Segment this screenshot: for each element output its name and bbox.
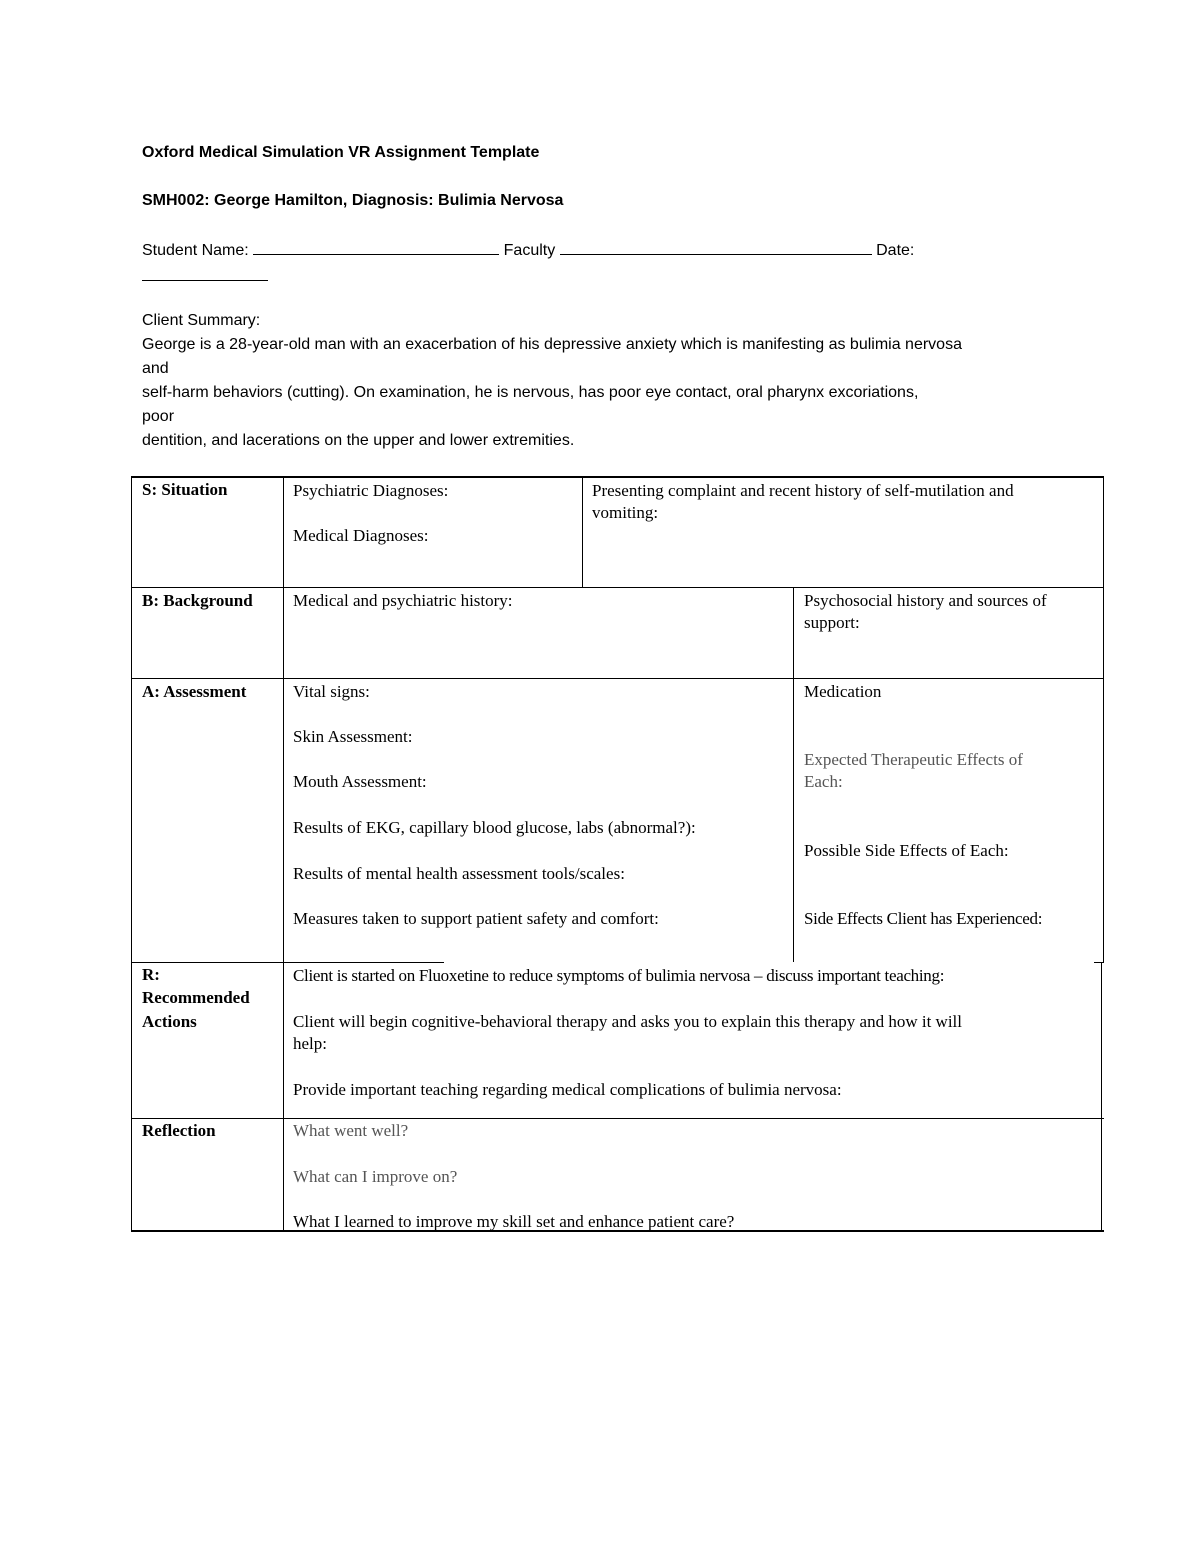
date-label: Date: [876, 242, 915, 259]
psychiatric-diagnoses-prompt[interactable]: Psychiatric Diagnoses: [293, 481, 449, 500]
reflection-label: Reflection [142, 1121, 216, 1140]
what-went-well-prompt[interactable]: What went well? [293, 1121, 409, 1140]
recommended-label: Actions [142, 1012, 197, 1031]
recommended-label: Recommended [142, 988, 250, 1007]
case-title: SMH002: George Hamilton, Diagnosis: Bulimia Nervosa [142, 192, 564, 209]
mouth-assessment-prompt[interactable]: Mouth Assessment: [293, 772, 427, 791]
vital-signs-prompt[interactable]: Vital signs: [293, 682, 370, 701]
expected-effects-prompt: Each: [804, 772, 843, 791]
student-name-label: Student Name: [142, 242, 249, 259]
student-info-line [142, 240, 914, 260]
presenting-complaint-prompt[interactable]: Presenting complaint and recent history of self-mutilation and [592, 481, 1014, 500]
date-field[interactable] [142, 280, 268, 281]
what-to-improve-prompt[interactable]: What can I improve on? [293, 1167, 458, 1186]
fluoxetine-teaching-prompt[interactable]: Client is started on Fluoxetine to reduce symptoms of bulimia nervosa – discuss important teaching: [293, 966, 945, 985]
presenting-complaint-prompt: vomiting: [592, 503, 659, 522]
summary-line: and [142, 360, 169, 377]
summary-line: dentition, and lacerations on the upper and lower extremities. [142, 432, 575, 449]
client-side-effects-prompt[interactable]: Side Effects Client has Experienced: [804, 909, 1043, 928]
row-divider [131, 1118, 1104, 1119]
column-divider [582, 476, 583, 587]
possible-side-effects-prompt[interactable]: Possible Side Effects of Each: [804, 841, 1009, 860]
summary-line: George is a 28-year-old man with an exacerbation of his depressive anxiety which is manifesting as bulimia nervosa [142, 336, 962, 353]
cbt-explanation-prompt: help: [293, 1034, 327, 1053]
summary-label: Client Summary: [142, 312, 261, 329]
faculty-label: Faculty [503, 242, 556, 259]
row-divider [131, 962, 444, 963]
row-divider [131, 678, 1104, 679]
lab-results-prompt[interactable]: Results of EKG, capillary blood glucose, labs (abnormal?): [293, 818, 696, 837]
column-divider [283, 476, 284, 1232]
psychosocial-history-prompt: support: [804, 613, 860, 632]
table-border-right [1101, 962, 1102, 1232]
complications-teaching-prompt[interactable]: Provide important teaching regarding medical complications of bulimia nervosa: [293, 1080, 842, 1099]
medical-diagnoses-prompt[interactable]: Medical Diagnoses: [293, 526, 429, 545]
row-divider [131, 587, 1104, 588]
situation-label: S: Situation [142, 480, 228, 499]
table-border-top [131, 476, 1104, 478]
safety-measures-prompt[interactable]: Measures taken to support patient safety and comfort: [293, 909, 659, 928]
column-divider [793, 587, 794, 962]
what-learned-prompt[interactable]: What I learned to improve my skill set and enhance patient care? [293, 1212, 735, 1231]
summary-line: self-harm behaviors (cutting). On examination, he is nervous, has poor eye contact, oral pharynx excoriations, [142, 384, 919, 401]
student-name-field[interactable] [253, 240, 499, 255]
expected-effects-prompt[interactable]: Expected Therapeutic Effects of [804, 750, 1023, 769]
faculty-field[interactable] [560, 240, 872, 255]
mental-health-results-prompt[interactable]: Results of mental health assessment tools/scales: [293, 864, 625, 883]
cbt-explanation-prompt[interactable]: Client will begin cognitive-behavioral therapy and asks you to explain this therapy and how it will [293, 1012, 962, 1031]
psychosocial-history-prompt[interactable]: Psychosocial history and sources of [804, 591, 1047, 610]
recommended-label: R: [142, 965, 160, 984]
assessment-label: A: Assessment [142, 682, 247, 701]
summary-line: poor [142, 408, 175, 425]
medical-psychiatric-history-prompt[interactable]: Medical and psychiatric history: [293, 591, 513, 610]
background-label: B: Background [142, 591, 253, 610]
medication-prompt[interactable]: Medication [804, 682, 882, 701]
table-border-right [1103, 476, 1104, 963]
document-title: Oxford Medical Simulation VR Assignment Template [142, 144, 540, 161]
table-border-left [131, 476, 132, 1232]
skin-assessment-prompt[interactable]: Skin Assessment: [293, 727, 413, 746]
